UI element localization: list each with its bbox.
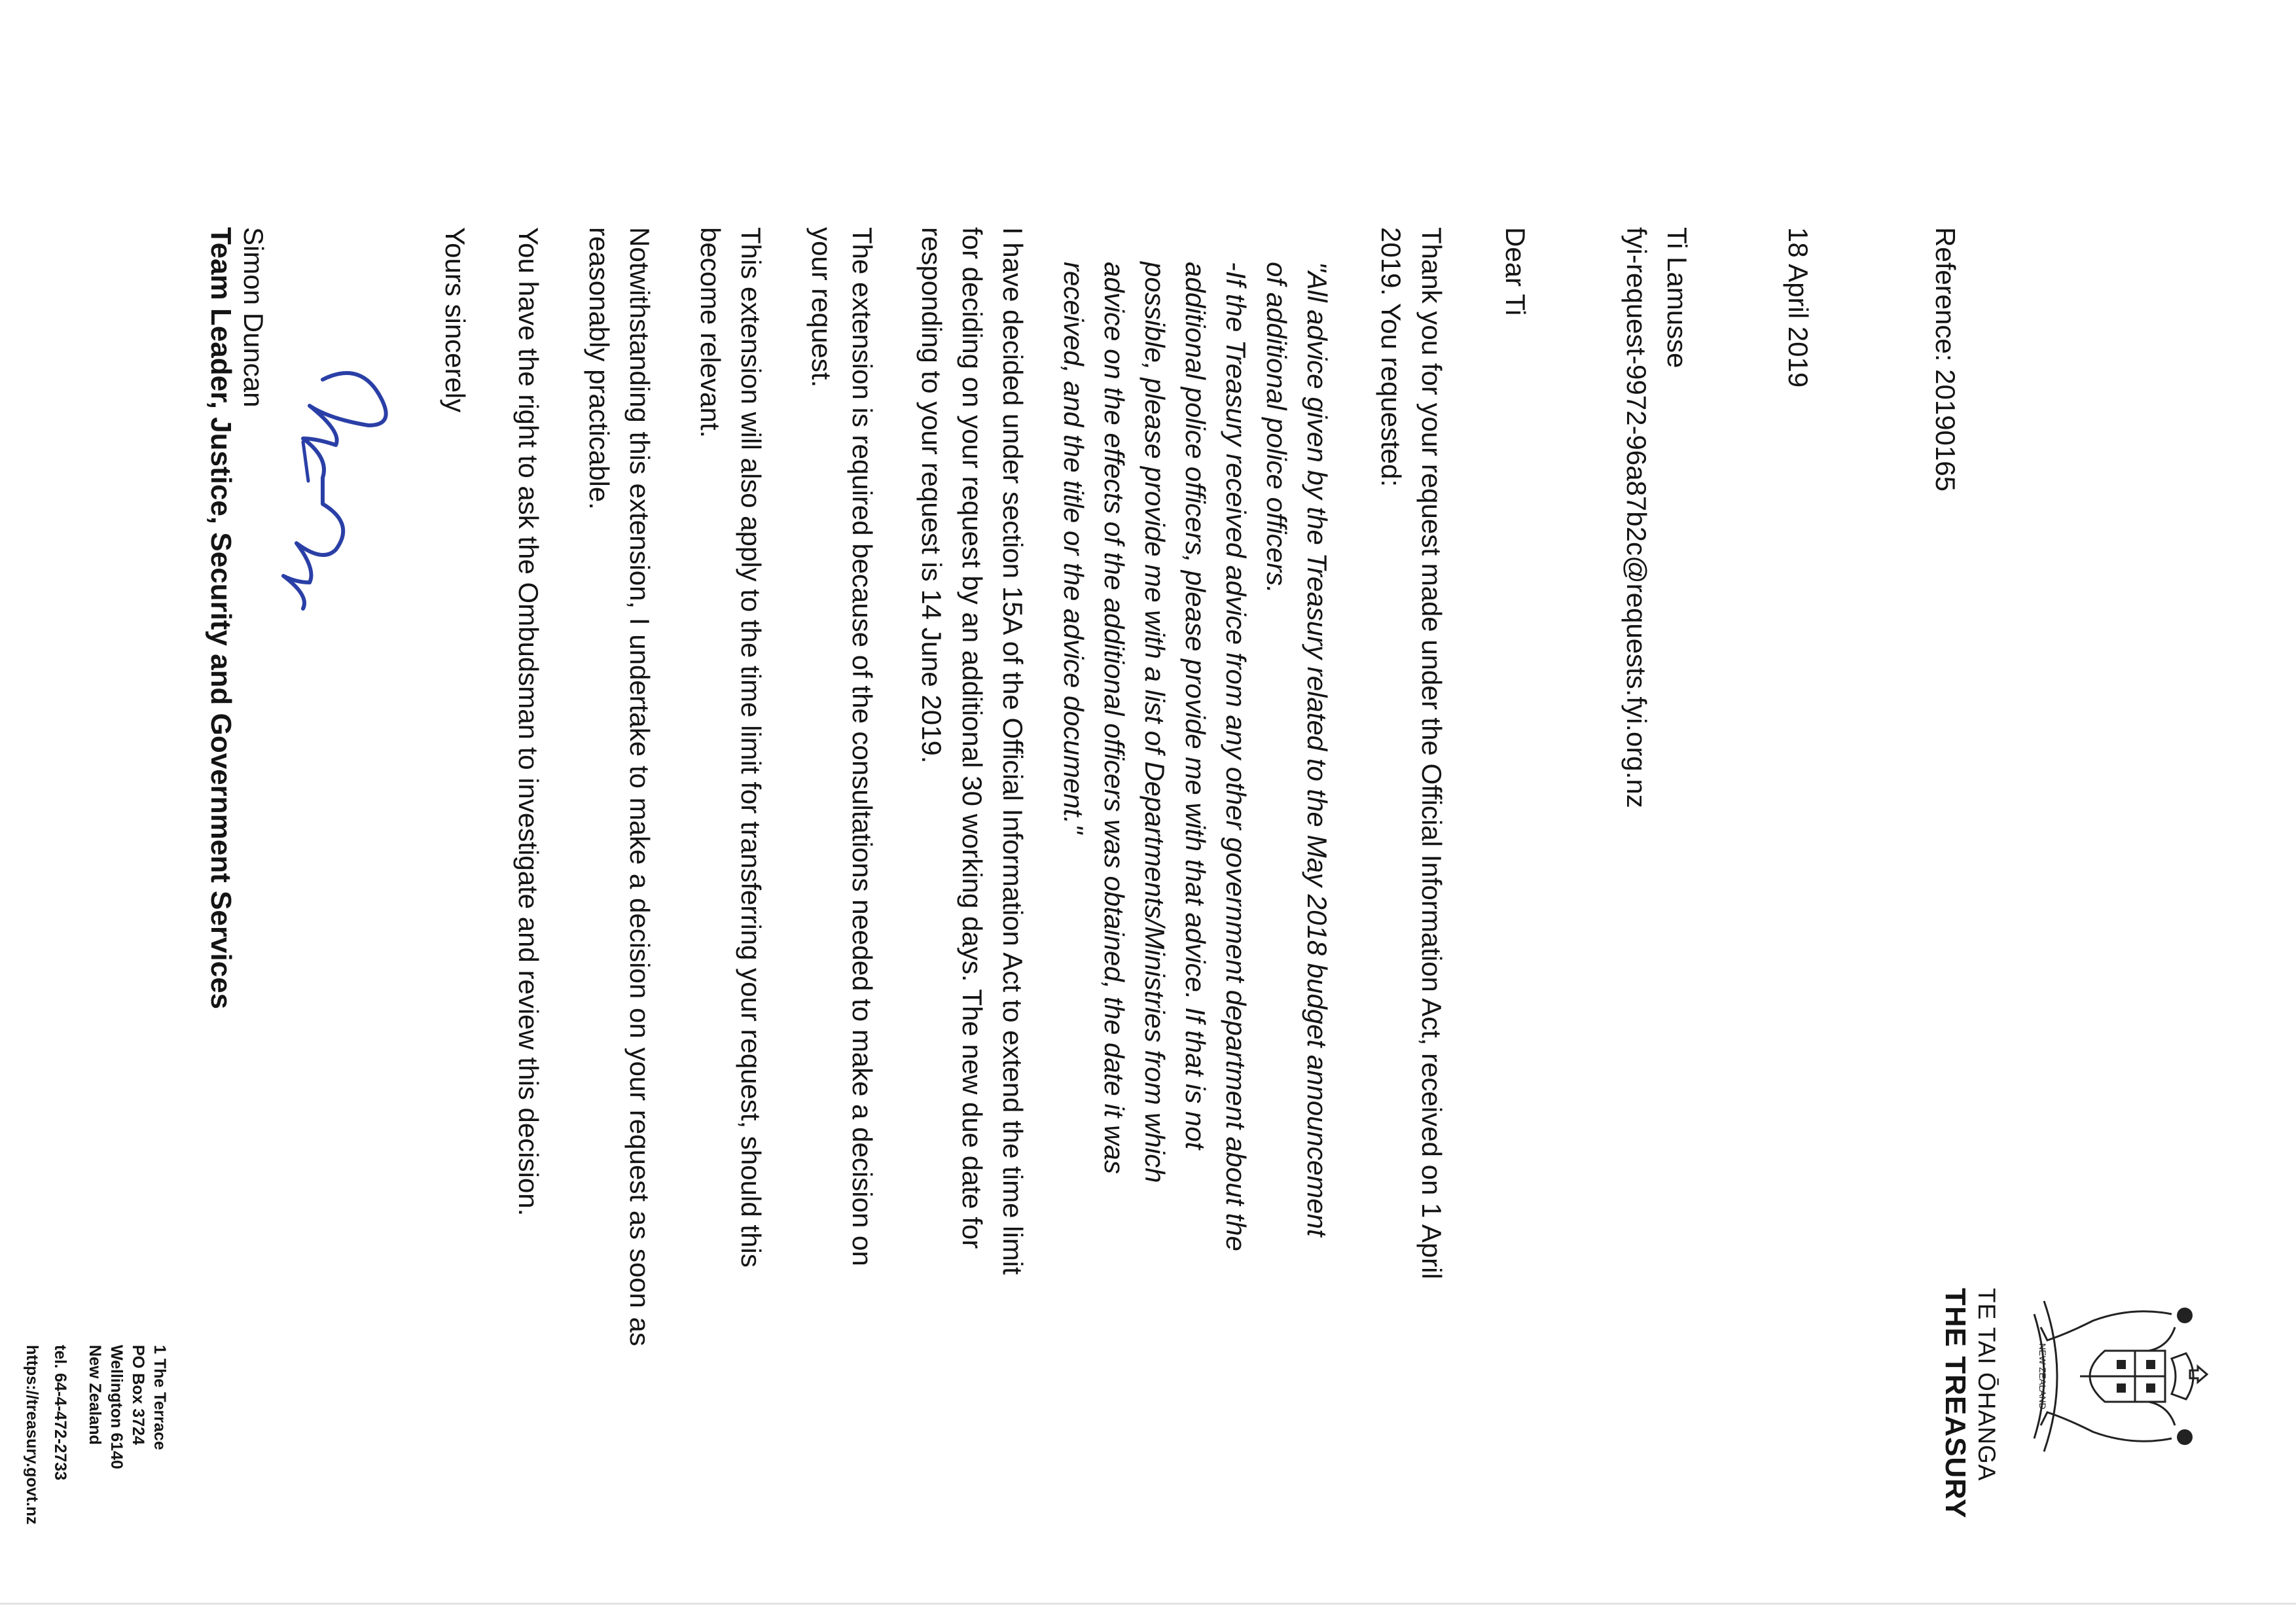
address-line: New Zealand: [86, 1345, 104, 1445]
paragraph-notwithstanding: Notwithstanding this extension, I undertake to make a decision on your request as soon as reasonably practicable.: [584, 227, 655, 1346]
address-line: PO Box 3724: [129, 1345, 147, 1445]
treasury-crest: [2015, 1288, 2211, 1465]
recipient-email: fyi-request-9972-96a87b2c@requests.fyi.org.nz: [1621, 227, 1652, 808]
footer-website: https://treasury.govt.nz: [23, 1345, 41, 1525]
reference-number: Reference: 20190165: [1930, 227, 1961, 491]
signatory-title: Team Leader, Justice, Security and Government Services: [205, 227, 237, 1010]
footer-address-block: [84, 1345, 170, 1580]
paragraph-reason: The extension is required because of the consultations needed to make a decision on your request.: [806, 227, 878, 1266]
address-line: Wellington 6140: [107, 1345, 126, 1469]
salutation: Dear Ti: [1500, 227, 1531, 316]
address-line: 1 The Terrace: [151, 1345, 169, 1450]
handwritten-signature: [277, 340, 401, 615]
intro-paragraph: Thank you for your request made under the Official Information Act, received on 1 April 2019. You requested:: [1376, 227, 1447, 1279]
paragraph-transfer: This extension will also apply to the time limit for transferring your request, should this become relevant.: [695, 227, 766, 1268]
quoted-request: "All advice given by the Treasury related to the May 2018 budget announcement of additional police officers. -If the Treasury received advice from any other government department about the additional police officers, please provide me with that advice. If that is not possible, please provide me with a list of Departments/Ministries from which advice on the effects of the additional officers was obtained, the date it was received, and the title or the advice document.": [1058, 262, 1333, 1251]
letter-date: 18 April 2019: [1783, 227, 1814, 388]
footer-phone: tel. 64-4-472-2733: [51, 1345, 69, 1481]
paragraph-extension: I have decided under section 15A of the Official Information Act to extend the time limit for deciding on your request by an additional 30 working days. The new due date for responding to your request is 14 June 2019.: [916, 227, 1028, 1275]
org-name-english: THE TREASURY: [1939, 1288, 1971, 1519]
paragraph-ombudsman: You have the right to ask the Ombudsman to investigate and review this decision.: [513, 227, 544, 1217]
recipient-name: Ti Lamusse: [1662, 227, 1693, 368]
closing: Yours sincerely: [440, 227, 471, 413]
signatory-name: Simon Duncan: [238, 227, 269, 408]
org-name-maori: TE TAI ŌHANGA: [1973, 1288, 2000, 1482]
scan-edge-line: [0, 1603, 2296, 1605]
svg-text:NEW ZEALAND: NEW ZEALAND: [2037, 1343, 2048, 1410]
